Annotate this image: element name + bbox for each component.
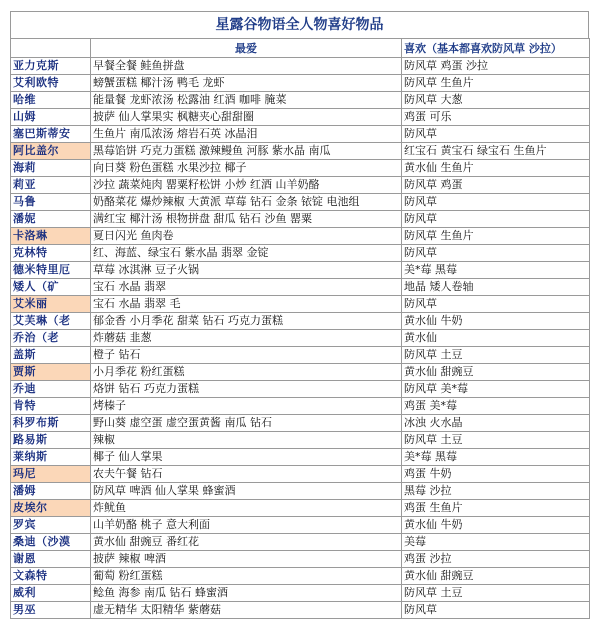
loved-items: 烤榛子 bbox=[91, 398, 402, 415]
loved-items: 披萨 仙人掌果实 枫糖夹心甜甜圈 bbox=[91, 109, 402, 126]
loved-items: 夏日闪光 鱼肉卷 bbox=[91, 228, 402, 245]
loved-items: 早餐全餐 鲑鱼拼盘 bbox=[91, 58, 402, 75]
loved-items: 野山葵 虚空蛋 虚空蛋黄酱 南瓜 钻石 bbox=[91, 415, 402, 432]
character-name: 桑迪（沙漠 bbox=[11, 534, 91, 551]
table-row bbox=[11, 534, 590, 551]
table-row bbox=[11, 245, 590, 262]
table-row bbox=[11, 568, 590, 585]
loved-items: 螃蟹蛋糕 椰汁汤 鸭毛 龙虾 bbox=[91, 75, 402, 92]
loved-items: 鲶鱼 海参 南瓜 钻石 蜂蜜酒 bbox=[91, 585, 402, 602]
liked-items: 冰浊 火水晶 bbox=[402, 415, 590, 432]
liked-items: 美*莓 黑莓 bbox=[402, 449, 590, 466]
character-name: 潘姆 bbox=[11, 483, 91, 500]
liked-items: 鸡蛋 可乐 bbox=[402, 109, 590, 126]
character-name: 阿比盖尔 bbox=[11, 143, 91, 160]
header-name bbox=[11, 39, 91, 58]
character-name: 德米特里厄 bbox=[11, 262, 91, 279]
loved-items: 宝石 水晶 翡翠 bbox=[91, 279, 402, 296]
header-row bbox=[11, 39, 590, 58]
liked-items: 防风草 bbox=[402, 194, 590, 211]
character-name: 罗宾 bbox=[11, 517, 91, 534]
loved-items: 黑莓馅饼 巧克力蛋糕 激辣鳗鱼 河豚 紫水晶 南瓜 bbox=[91, 143, 402, 160]
loved-items: 山羊奶酪 桃子 意大利面 bbox=[91, 517, 402, 534]
loved-items: 向日葵 粉色蛋糕 水果沙拉 椰子 bbox=[91, 160, 402, 177]
liked-items: 防风草 土豆 bbox=[402, 585, 590, 602]
liked-items: 防风草 bbox=[402, 211, 590, 228]
table-row bbox=[11, 602, 590, 619]
character-name: 皮埃尔 bbox=[11, 500, 91, 517]
table-row bbox=[11, 262, 590, 279]
table-row bbox=[11, 449, 590, 466]
sheet bbox=[10, 11, 589, 619]
table-row bbox=[11, 415, 590, 432]
liked-items: 防风草 生鱼片 bbox=[402, 228, 590, 245]
loved-items: 披萨 辣椒 啤酒 bbox=[91, 551, 402, 568]
character-name: 男巫 bbox=[11, 602, 91, 619]
liked-items: 黄水仙 甜豌豆 bbox=[402, 364, 590, 381]
table-row bbox=[11, 126, 590, 143]
loved-items: 奶酪菜花 爆炒辣椒 大黄派 草莓 钻石 金条 铱锭 电池组 bbox=[91, 194, 402, 211]
character-name: 山姆 bbox=[11, 109, 91, 126]
table-row bbox=[11, 381, 590, 398]
loved-items: 烙饼 钻石 巧克力蛋糕 bbox=[91, 381, 402, 398]
loved-items: 葡萄 粉红蛋糕 bbox=[91, 568, 402, 585]
liked-items: 黄水仙 甜豌豆 bbox=[402, 568, 590, 585]
loved-items: 郁金香 小月季花 甜菜 钻石 巧克力蛋糕 bbox=[91, 313, 402, 330]
liked-items: 美莓 bbox=[402, 534, 590, 551]
character-name: 路易斯 bbox=[11, 432, 91, 449]
liked-items: 防风草 生鱼片 bbox=[402, 75, 590, 92]
table-row bbox=[11, 177, 590, 194]
table-row bbox=[11, 500, 590, 517]
liked-items: 防风草 土豆 bbox=[402, 347, 590, 364]
loved-items: 农夫午餐 钻石 bbox=[91, 466, 402, 483]
character-name: 塞巴斯蒂安 bbox=[11, 126, 91, 143]
loved-items: 生鱼片 南瓜浓汤 熔岩石英 冰晶泪 bbox=[91, 126, 402, 143]
character-name: 乔迪 bbox=[11, 381, 91, 398]
character-name: 盖斯 bbox=[11, 347, 91, 364]
liked-items: 防风草 大葱 bbox=[402, 92, 590, 109]
table-row bbox=[11, 466, 590, 483]
character-name: 艾利欧特 bbox=[11, 75, 91, 92]
character-name: 科罗布斯 bbox=[11, 415, 91, 432]
liked-items: 防风草 土豆 bbox=[402, 432, 590, 449]
character-name: 潘妮 bbox=[11, 211, 91, 228]
liked-items: 地晶 矮人卷轴 bbox=[402, 279, 590, 296]
character-name: 克林特 bbox=[11, 245, 91, 262]
loved-items: 沙拉 蔬菜炖肉 罂粟籽松饼 小炒 红酒 山羊奶酪 bbox=[91, 177, 402, 194]
character-name: 莉亚 bbox=[11, 177, 91, 194]
loved-items: 防风草 啤酒 仙人掌果 蜂蜜酒 bbox=[91, 483, 402, 500]
loved-items: 红、海蓝、绿宝石 紫水晶 翡翠 金锭 bbox=[91, 245, 402, 262]
table-row bbox=[11, 228, 590, 245]
table-row bbox=[11, 92, 590, 109]
character-name: 艾米丽 bbox=[11, 296, 91, 313]
character-name: 威利 bbox=[11, 585, 91, 602]
character-name: 玛尼 bbox=[11, 466, 91, 483]
character-name: 莱纳斯 bbox=[11, 449, 91, 466]
table-row bbox=[11, 585, 590, 602]
sheet-title: 星露谷物语全人物喜好物品 bbox=[10, 11, 589, 38]
table-row bbox=[11, 517, 590, 534]
table-body bbox=[11, 58, 590, 619]
character-name: 贾斯 bbox=[11, 364, 91, 381]
liked-items: 美*莓 黑莓 bbox=[402, 262, 590, 279]
loved-items: 虚无精华 太阳精华 紫蘑菇 bbox=[91, 602, 402, 619]
table-row bbox=[11, 398, 590, 415]
liked-items: 黄水仙 牛奶 bbox=[402, 313, 590, 330]
character-name: 艾芙琳（老 bbox=[11, 313, 91, 330]
header-love: 最爱 bbox=[91, 39, 402, 58]
character-name: 文森特 bbox=[11, 568, 91, 585]
table-row bbox=[11, 143, 590, 160]
table-row bbox=[11, 313, 590, 330]
preferences-table bbox=[10, 38, 590, 619]
character-name: 海莉 bbox=[11, 160, 91, 177]
liked-items: 防风草 bbox=[402, 296, 590, 313]
liked-items: 防风草 美*莓 bbox=[402, 381, 590, 398]
liked-items: 黄水仙 bbox=[402, 330, 590, 347]
loved-items: 满红宝 椰汁汤 根物拼盘 甜瓜 钻石 沙鱼 罂粟 bbox=[91, 211, 402, 228]
loved-items: 草莓 冰淇淋 豆子火锅 bbox=[91, 262, 402, 279]
liked-items: 防风草 bbox=[402, 602, 590, 619]
table-row bbox=[11, 58, 590, 75]
character-name: 矮人（矿 bbox=[11, 279, 91, 296]
table-row bbox=[11, 483, 590, 500]
loved-items: 黄水仙 甜豌豆 番红花 bbox=[91, 534, 402, 551]
liked-items: 鸡蛋 沙拉 bbox=[402, 551, 590, 568]
loved-items: 辣椒 bbox=[91, 432, 402, 449]
table-row bbox=[11, 551, 590, 568]
character-name: 肯特 bbox=[11, 398, 91, 415]
liked-items: 鸡蛋 生鱼片 bbox=[402, 500, 590, 517]
loved-items: 小月季花 粉红蛋糕 bbox=[91, 364, 402, 381]
liked-items: 红宝石 黄宝石 绿宝石 生鱼片 bbox=[402, 143, 590, 160]
liked-items: 防风草 鸡蛋 沙拉 bbox=[402, 58, 590, 75]
character-name: 马鲁 bbox=[11, 194, 91, 211]
table-row bbox=[11, 109, 590, 126]
loved-items: 能量餐 龙虾浓汤 松露油 红酒 咖啡 腌菜 bbox=[91, 92, 402, 109]
table-row bbox=[11, 211, 590, 228]
loved-items: 橙子 钻石 bbox=[91, 347, 402, 364]
liked-items: 黄水仙 牛奶 bbox=[402, 517, 590, 534]
liked-items: 防风草 鸡蛋 bbox=[402, 177, 590, 194]
table-row bbox=[11, 279, 590, 296]
table-row bbox=[11, 75, 590, 92]
table-row bbox=[11, 296, 590, 313]
loved-items: 炸蘑菇 韭葱 bbox=[91, 330, 402, 347]
table-row bbox=[11, 364, 590, 381]
character-name: 谢恩 bbox=[11, 551, 91, 568]
table-row bbox=[11, 194, 590, 211]
liked-items: 鸡蛋 牛奶 bbox=[402, 466, 590, 483]
table-row bbox=[11, 330, 590, 347]
table-row bbox=[11, 432, 590, 449]
loved-items: 宝石 水晶 翡翠 毛 bbox=[91, 296, 402, 313]
header-like: 喜欢（基本都喜欢防风草 沙拉） bbox=[402, 39, 590, 58]
character-name: 亚力克斯 bbox=[11, 58, 91, 75]
liked-items: 鸡蛋 美*莓 bbox=[402, 398, 590, 415]
table-row bbox=[11, 347, 590, 364]
liked-items: 黄水仙 生鱼片 bbox=[402, 160, 590, 177]
loved-items: 炸鱿鱼 bbox=[91, 500, 402, 517]
liked-items: 防风草 bbox=[402, 245, 590, 262]
liked-items: 防风草 bbox=[402, 126, 590, 143]
character-name: 乔治（老 bbox=[11, 330, 91, 347]
character-name: 卡洛琳 bbox=[11, 228, 91, 245]
character-name: 哈维 bbox=[11, 92, 91, 109]
liked-items: 黑莓 沙拉 bbox=[402, 483, 590, 500]
loved-items: 椰子 仙人掌果 bbox=[91, 449, 402, 466]
table-row bbox=[11, 160, 590, 177]
